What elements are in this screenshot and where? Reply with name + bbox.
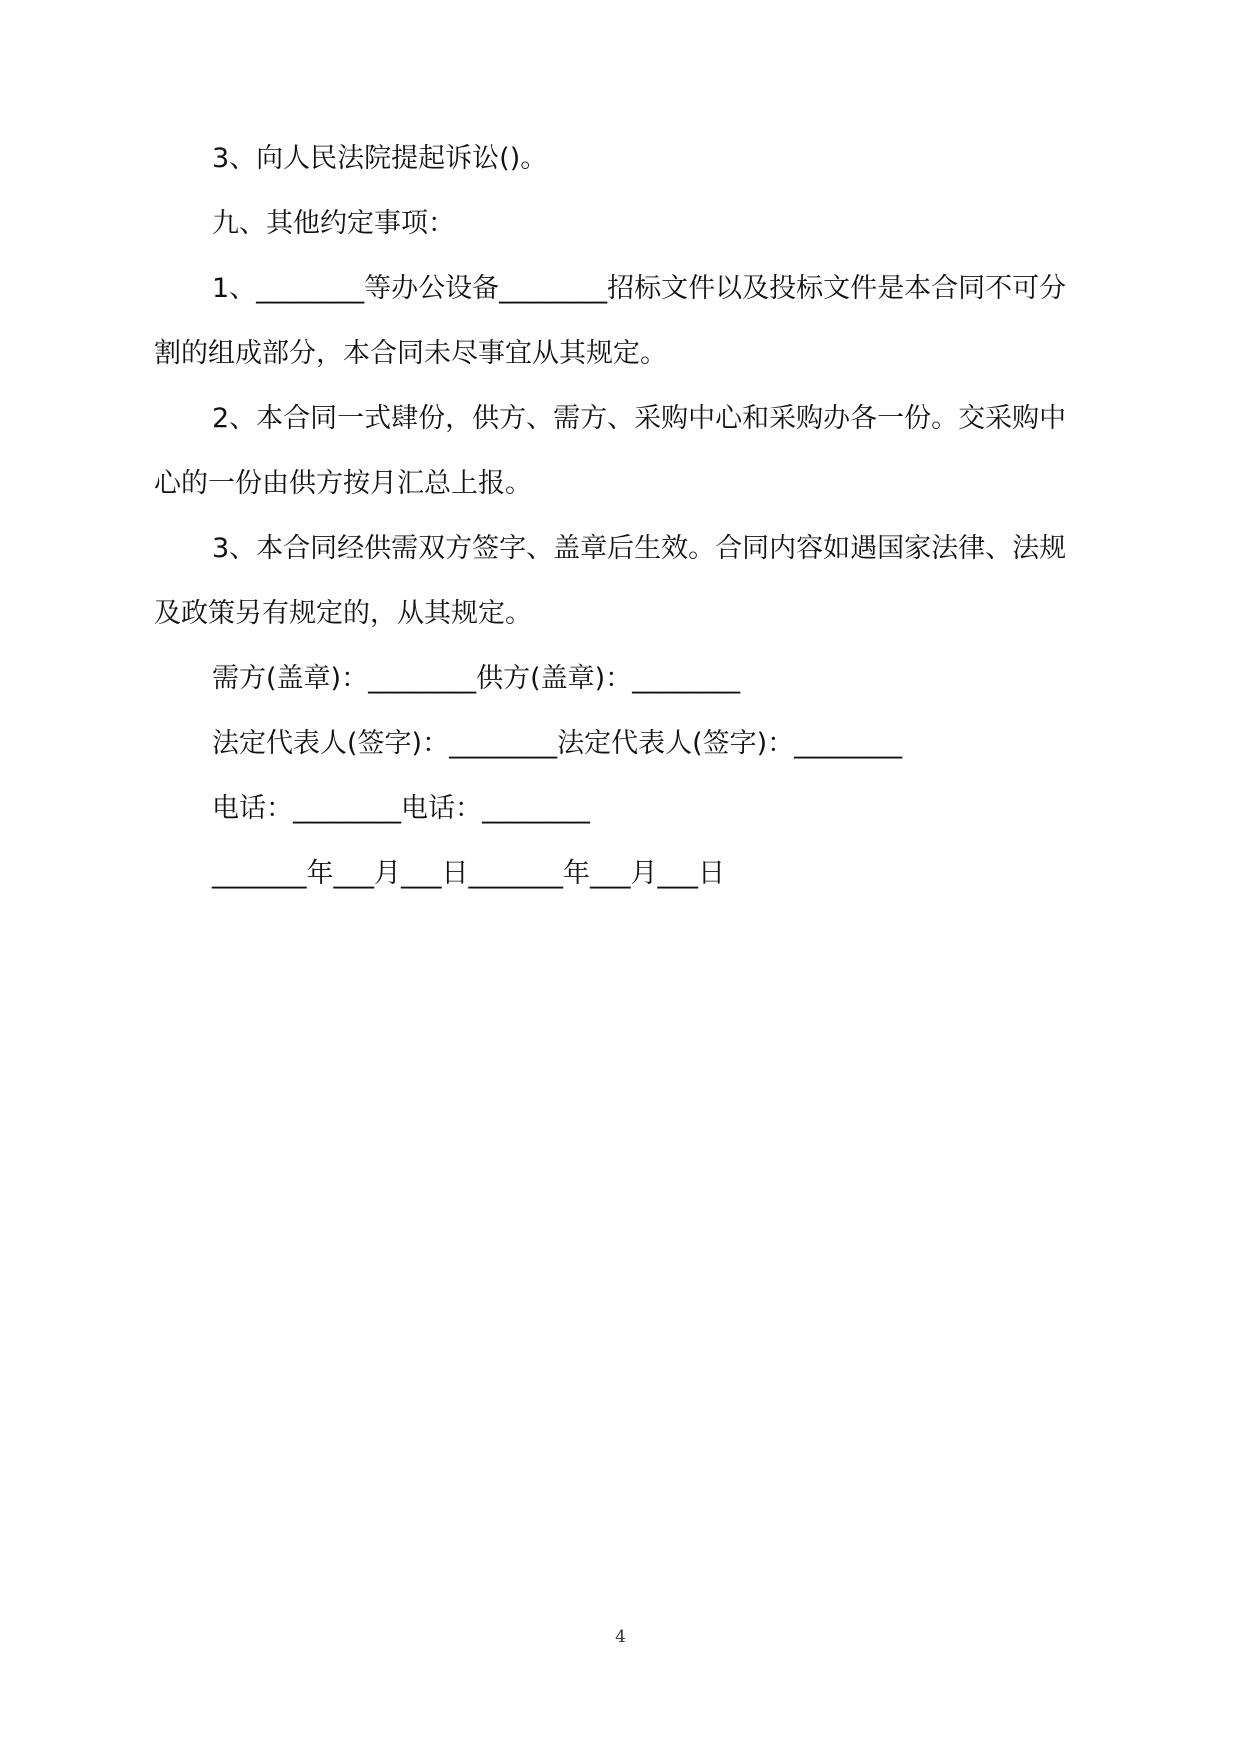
document-body <box>154 126 1086 906</box>
signature-date-line: _______年___月___日_______年___月___日 <box>212 858 725 889</box>
section-heading-other-terms: 九、其他约定事项： <box>212 208 455 239</box>
clause-effectiveness: 3、本合同经供需双方签字、盖章后生效。合同内容如遇国家法律、法规及政策另有规定的，从其规定。 <box>154 533 1067 629</box>
clause-litigation: 3、向人民法院提起诉讼()。 <box>212 143 548 174</box>
clause-attachments: 1、________等办公设备________招标文件以及投标文件是本合同不可分割的组成部分，本合同未尽事宜从其规定。 <box>154 273 1067 369</box>
signature-representative-line: 法定代表人(签字)：________法定代表人(签字)：________ <box>212 728 903 759</box>
signature-phone-line: 电话：________电话：________ <box>212 793 590 824</box>
clause-copies: 2、本合同一式肆份，供方、需方、采购中心和采购办各一份。交采购中心的一份由供方按月汇总上报。 <box>154 403 1067 499</box>
page-number: 4 <box>615 1627 626 1647</box>
signature-seal-line: 需方(盖章)：________供方(盖章)：________ <box>212 663 741 694</box>
